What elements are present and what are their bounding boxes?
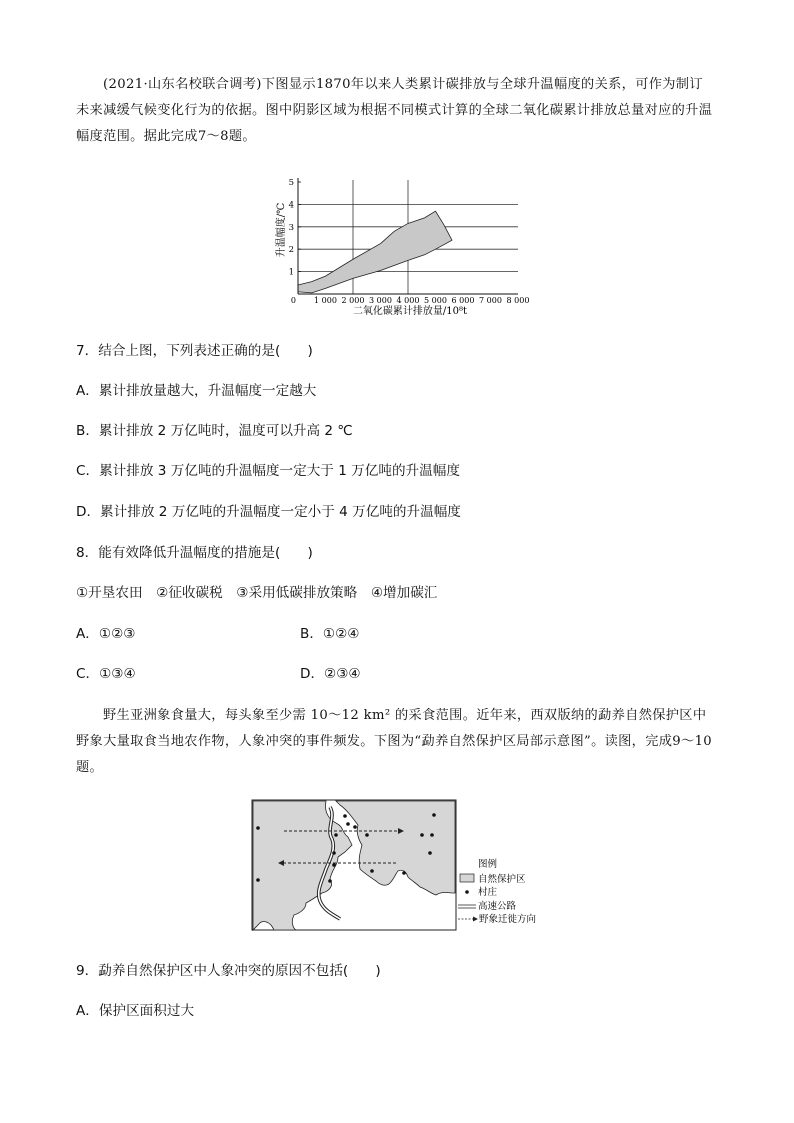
q7-option-b[interactable]: B．累计排放 2 万亿吨时，温度可以升高 2 ℃ xyxy=(76,423,353,439)
x-tick-label: 4 000 xyxy=(396,296,420,305)
q7-stem: 7．结合上图，下列表述正确的是( ) xyxy=(76,343,313,359)
map-legend xyxy=(458,858,536,925)
q8-items: ①开垦农田 ②征收碳税 ③采用低碳排放策略 ④增加碳汇 xyxy=(76,585,438,601)
x-tick-label: 6 000 xyxy=(451,296,475,305)
q9-option-a[interactable]: A．保护区面积过大 xyxy=(76,1003,195,1019)
q8-option-a[interactable]: A．①②③ xyxy=(76,626,136,642)
q8-option-d[interactable]: D．②③④ xyxy=(300,666,361,682)
chart-ylabel: 升温幅度/℃ xyxy=(276,202,287,258)
legend-highway: 高速公路 xyxy=(478,901,517,912)
legend-migration: 野象迁徙方向 xyxy=(479,914,537,925)
x-tick-label: 5 000 xyxy=(424,296,447,305)
intro-paragraph-1: (2021·山东名校联合调考)下图显示1870年以来人类累计碳排放与全球升温幅度的关系，可作为制订未来减缓气候变化行为的依据。图中阴影区域为根据不同模式计算的全球二氧化碳累计排放总量对应的升温幅度范围。据此完成7～8题。 xyxy=(76,77,713,144)
x-tick-label: 2 000 xyxy=(341,296,365,305)
legend-title: 图例 xyxy=(478,859,498,870)
q8-stem: 8．能有效降低升温幅度的措施是( ) xyxy=(76,545,313,561)
x-tick-label: 7 000 xyxy=(479,296,502,305)
q8-option-b[interactable]: B．①②④ xyxy=(300,626,360,642)
legend-village: 村庄 xyxy=(478,887,498,898)
q9-stem: 9．勐养自然保护区中人象冲突的原因不包括( ) xyxy=(76,963,381,979)
x-tick-label: 1 000 xyxy=(314,296,337,305)
x-tick-label: 8 000 xyxy=(506,296,530,305)
warming-range-area xyxy=(298,211,452,293)
q7-option-c[interactable]: C．累计排放 3 万亿吨的升温幅度一定大于 1 万亿吨的升温幅度 xyxy=(76,463,460,479)
chart-xlabel: 二氧化碳累计排放量/10⁸t xyxy=(352,306,468,317)
y-tick-label: 2 xyxy=(288,245,294,256)
y-tick-label: 5 xyxy=(288,178,294,188)
intro-paragraph-2: 野生亚洲象食量大，每头象至少需 10～12 km² 的采食范围。近年来，西双版纳的勐养自然保护区中野象大量取食当地农作物，人象冲突的事件频发。下图为“勐养自然保护区局部示意图”。读图，完成9～10题。 xyxy=(76,708,713,775)
legend-village-icon xyxy=(465,890,469,894)
emission-warming-chart xyxy=(270,168,530,320)
legend-reserve-swatch xyxy=(460,874,474,882)
q7-option-d[interactable]: D．累计排放 2 万亿吨的升温幅度一定小于 4 万亿吨的升温幅度 xyxy=(76,504,461,520)
x-tick-label: 3 000 xyxy=(369,296,392,305)
y-tick-label: 3 xyxy=(288,222,294,233)
legend-reserve: 自然保护区 xyxy=(478,874,526,885)
reserve-map xyxy=(250,797,550,935)
legend-migration-arrowhead xyxy=(473,917,478,922)
x-tick-label: 0 xyxy=(290,296,296,305)
y-tick-label: 1 xyxy=(288,267,294,278)
q7-option-a[interactable]: A．累计排放量越大，升温幅度一定越大 xyxy=(76,383,317,399)
q8-option-c[interactable]: C．①③④ xyxy=(76,666,136,682)
y-tick-label: 4 xyxy=(288,200,294,211)
